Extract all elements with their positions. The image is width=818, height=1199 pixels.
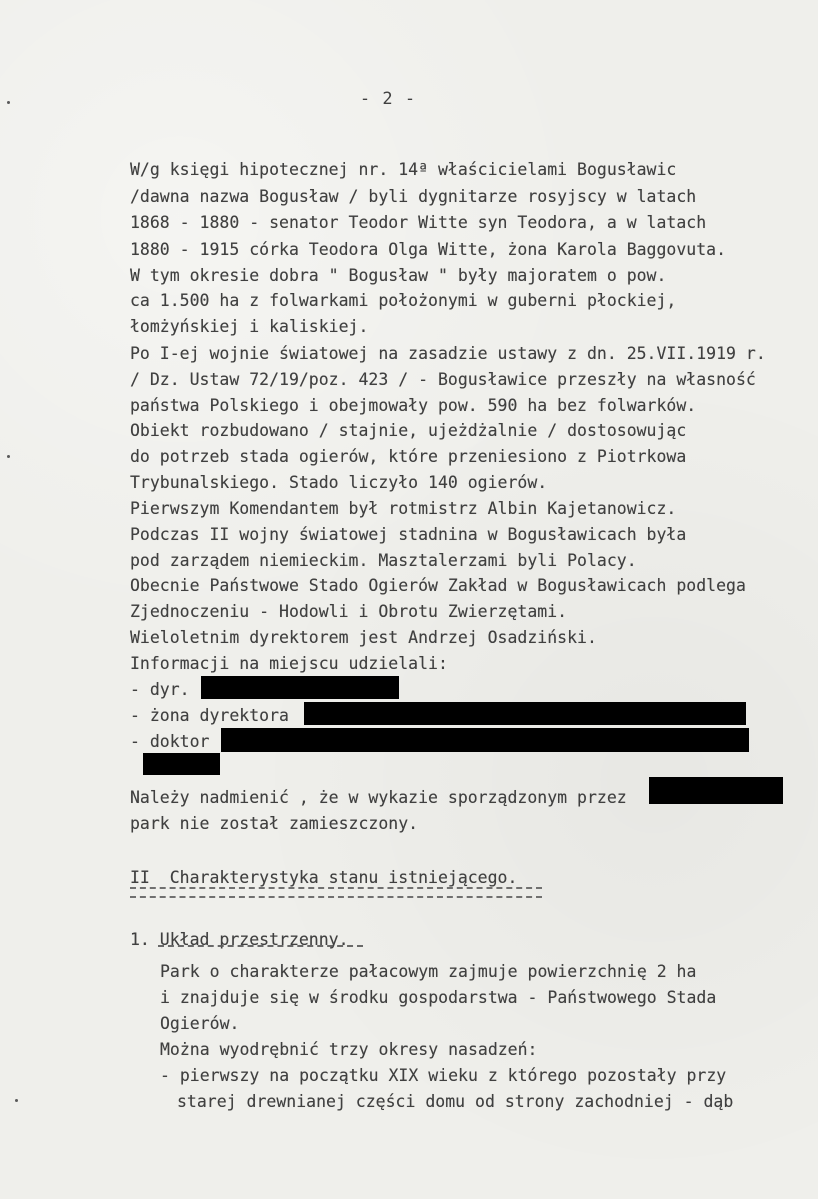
margin-mark-top <box>7 101 10 104</box>
redaction-doctor-line-1 <box>221 728 749 752</box>
layout-line-2: i znajduje się w środku gospodarstwa - Państwowego Stada <box>160 988 717 1007</box>
note-line-2: park nie został zamieszczony. <box>130 814 419 833</box>
postwar-line-11: Zjednoczeniu - Hodowli i Obrotu Zwierzętami. <box>130 602 568 621</box>
period-list-line-2: starej drewnianej części domu od strony zachodniej - dąb <box>177 1092 734 1111</box>
postwar-line-10: Obecnie Państwowe Stado Ogierów Zakład w Bogusławicach podlega <box>130 576 746 595</box>
postwar-line-12: Wieloletnim dyrektorem jest Andrzej Osadziński. <box>130 628 597 647</box>
postwar-line-3: państwa Polskiego i obejmowały pow. 590 ha bez folwarków. <box>130 396 697 415</box>
postwar-line-7: Pierwszym Komendantem był rotmistrz Albin Kajetanowicz. <box>130 499 677 518</box>
history-line-7: łomżyńskiej i kaliskiej. <box>130 317 369 336</box>
redaction-doctor-line-2 <box>143 753 220 775</box>
note-line-1: Należy nadmienić , że w wykazie sporządzonym przez <box>130 788 627 807</box>
postwar-line-2: / Dz. Ustaw 72/19/poz. 423 / - Bogusławice przeszły na własność <box>130 370 756 389</box>
subsection-underline <box>158 945 363 947</box>
postwar-line-1: Po I-ej wojnie światowej na zasadzie ustawy z dn. 25.VII.1919 r. <box>130 344 766 363</box>
postwar-line-6: Trybunalskiego. Stado liczyło 140 ogierów. <box>130 473 548 492</box>
informant-doctor-label: - doktor <box>130 732 210 751</box>
section-2-heading: II Charakterystyka stanu istniejącego. <box>130 868 518 887</box>
layout-line-3: Ogierów. <box>160 1014 240 1033</box>
postwar-line-4: Obiekt rozbudowano / stajnie, ujeżdżalnie / dostosowując <box>130 421 687 440</box>
subsection-heading: 1. Układ przestrzenny. <box>130 930 349 949</box>
history-line-6: ca 1.500 ha z folwarkami położonymi w guberni płockiej, <box>130 291 677 310</box>
history-line-1: W/g księgi hipotecznej nr. 14ª właścicielami Bogusławic <box>130 160 677 179</box>
history-line-5: W tym okresie dobra " Bogusław " były majoratem o pow. <box>130 266 667 285</box>
informant-director-label: - dyr. <box>130 680 190 699</box>
history-line-2: /dawna nazwa Bogusław / byli dygnitarze rosyjscy w latach <box>130 187 697 206</box>
redaction-note-name <box>649 777 783 804</box>
period-list-line-1: - pierwszy na początku XIX wieku z którego pozostały przy <box>160 1066 727 1085</box>
informant-wife-label: - żona dyrektora <box>130 706 289 725</box>
layout-line-1: Park o charakterze pałacowym zajmuje powierzchnię 2 ha <box>160 962 697 981</box>
postwar-line-9: pod zarządem niemieckim. Masztalerzami byli Polacy. <box>130 551 637 570</box>
margin-mark-bottom <box>15 1099 18 1102</box>
postwar-line-5: do potrzeb stada ogierów, które przeniesiono z Piotrkowa <box>130 447 687 466</box>
section-2-underline <box>130 887 542 898</box>
history-line-3: 1868 - 1880 - senator Teodor Witte syn Teodora, a w latach <box>130 213 707 232</box>
layout-line-4: Można wyodrębnić trzy okresy nasadzeń: <box>160 1040 538 1059</box>
margin-mark-middle <box>7 455 10 458</box>
page-number: - 2 - <box>359 89 417 109</box>
history-line-4: 1880 - 1915 córka Teodora Olga Witte, żona Karola Baggovuta. <box>130 240 727 259</box>
redaction-wife <box>304 702 746 725</box>
redaction-director <box>201 676 399 699</box>
postwar-line-8: Podczas II wojny światowej stadnina w Bogusławicach była <box>130 525 687 544</box>
postwar-line-13: Informacji na miejscu udzielali: <box>130 654 448 673</box>
